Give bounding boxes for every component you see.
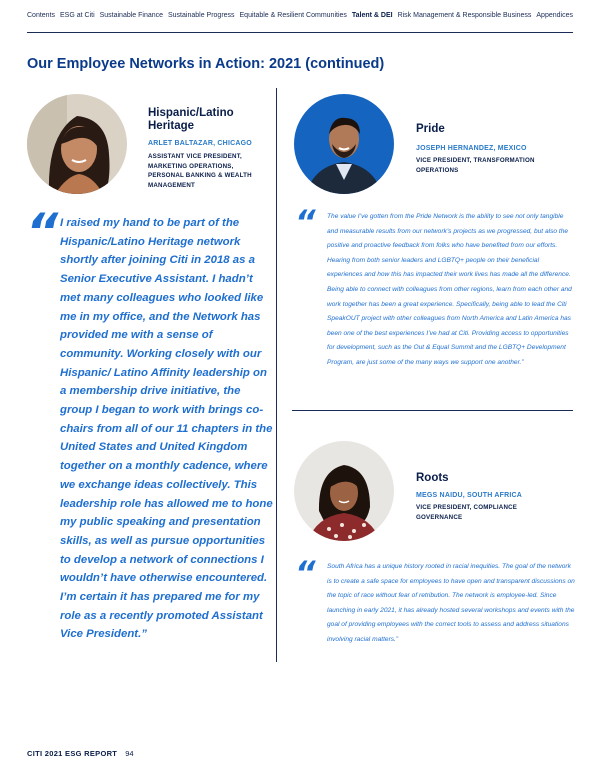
report-name: CITI 2021 ESG REPORT [27, 749, 118, 758]
hispanic-network-name [148, 107, 234, 133]
arlet-baltazar-name: ARLET BALTAZAR, CHICAGO [148, 140, 252, 147]
role-line: MANAGEMENT [148, 181, 196, 189]
nav-divider [27, 32, 573, 33]
megs-naidu-role [416, 503, 517, 522]
quote-mark-icon: “ [295, 554, 316, 592]
roots-network-name: Roots [416, 472, 449, 484]
nav-appendices[interactable]: Appendices [536, 12, 573, 19]
role-line: VICE PRESIDENT, TRANSFORMATION [416, 157, 535, 164]
top-nav [27, 12, 573, 26]
arlet-baltazar-role [148, 152, 252, 190]
nav-risk-management[interactable]: Risk Management & Responsible Business [397, 12, 532, 19]
joseph-hernandez-name: JOSEPH HERNANDEZ, MEXICO [416, 145, 527, 152]
joseph-hernandez-photo [294, 94, 394, 194]
hispanic-quote: I raised my hand to be part of the Hispanic/Latino Heritage network shortly after joining Citi in 2018 as a Senior Executive Assistant. I hadn’t met many colleagues who looked like me in my office, and the Network has provided me with a sense of community. Working closely with our Hispanic/ Latino Affinity leadership on a membership drive initiative, the group I began to work with brings co-chairs from all of our 11 chapters in the United States and United Kingdom together on a monthly cadence, where we exchange ideas collectively. This leadership role has allowed me to hone my public speaking and presentation skills, as well as pursue opportunities to develop a network of connections I wouldn’t have otherwise encountered. I’m certain it has prepared me for my role as a recently promoted Assistant Vice President.” [60, 217, 273, 641]
quote-mark-icon: “ [26, 203, 59, 261]
role-line: PERSONAL BANKING & WEALTH [148, 172, 252, 179]
nav-sustainable-finance[interactable]: Sustainable Finance [99, 12, 164, 19]
arlet-baltazar-photo [27, 94, 127, 194]
nav-talent-dei[interactable]: Talent & DEI [351, 12, 393, 19]
roots-quote: South Africa has a unique history rooted in racial inequities. The goal of the network is to create a safe space for employees to have open and transparent discussions on the topic of race without fear of retribution. The network is employee-led. Since launching in early 2021, it has already hosted several workshops and events with the goal of providing employees with the correct tools to assess and address situations involving racial matters.” [327, 563, 575, 643]
section-divider [292, 410, 573, 411]
role-line: MARKETING OPERATIONS, [148, 162, 234, 170]
nav-esg-at-citi[interactable]: ESG at Citi [60, 12, 95, 19]
role-line: GOVERNANCE [416, 513, 463, 521]
nav-equitable-communities[interactable]: Equitable & Resilient Communities [239, 12, 347, 19]
column-divider [276, 88, 277, 662]
hispanic-network-line2: Heritage [148, 120, 195, 132]
joseph-hernandez-role [416, 156, 535, 175]
nav-contents[interactable]: Contents [27, 12, 56, 19]
role-line: VICE PRESIDENT, COMPLIANCE [416, 504, 518, 511]
nav-sustainable-progress[interactable]: Sustainable Progress [168, 12, 235, 19]
role-line: OPERATIONS [416, 166, 459, 174]
page-title: Our Employee Networks in Action: 2021 (continued) [27, 56, 385, 72]
pride-network-name: Pride [416, 123, 445, 135]
hispanic-network-line1: Hispanic/Latino [148, 107, 234, 119]
megs-naidu-name: MEGS NAIDU, SOUTH AFRICA [416, 492, 523, 499]
page-footer [27, 749, 134, 758]
page-number: 94 [125, 749, 134, 758]
role-line: ASSISTANT VICE PRESIDENT, [148, 153, 242, 160]
megs-naidu-photo [294, 441, 394, 541]
quote-mark-icon: “ [295, 203, 316, 241]
pride-quote: The value I’ve gotten from the Pride Network is the ability to see not only tangible and measurable results from our network’s projects as we progressed, but also the positive and proactive feedback from folks who have benefited from our efforts. Hearing from both senior leaders and LGBTQ+ people on their beneficial experiences and how this has impacted their work lives has made all the difference. Being able to connect with colleagues from other regions, learn from each other and work together has been a great experience. Specifically, being able to lead the Citi SpeakOUT project with other colleagues from North America and Latin America has been one of the best experiences I’ve had at Citi. Providing access to opportunities for development, such as the Out & Equal Summit and the LGBTQ+ Development Program, are just some of the many ways we support one another.” [327, 213, 572, 366]
